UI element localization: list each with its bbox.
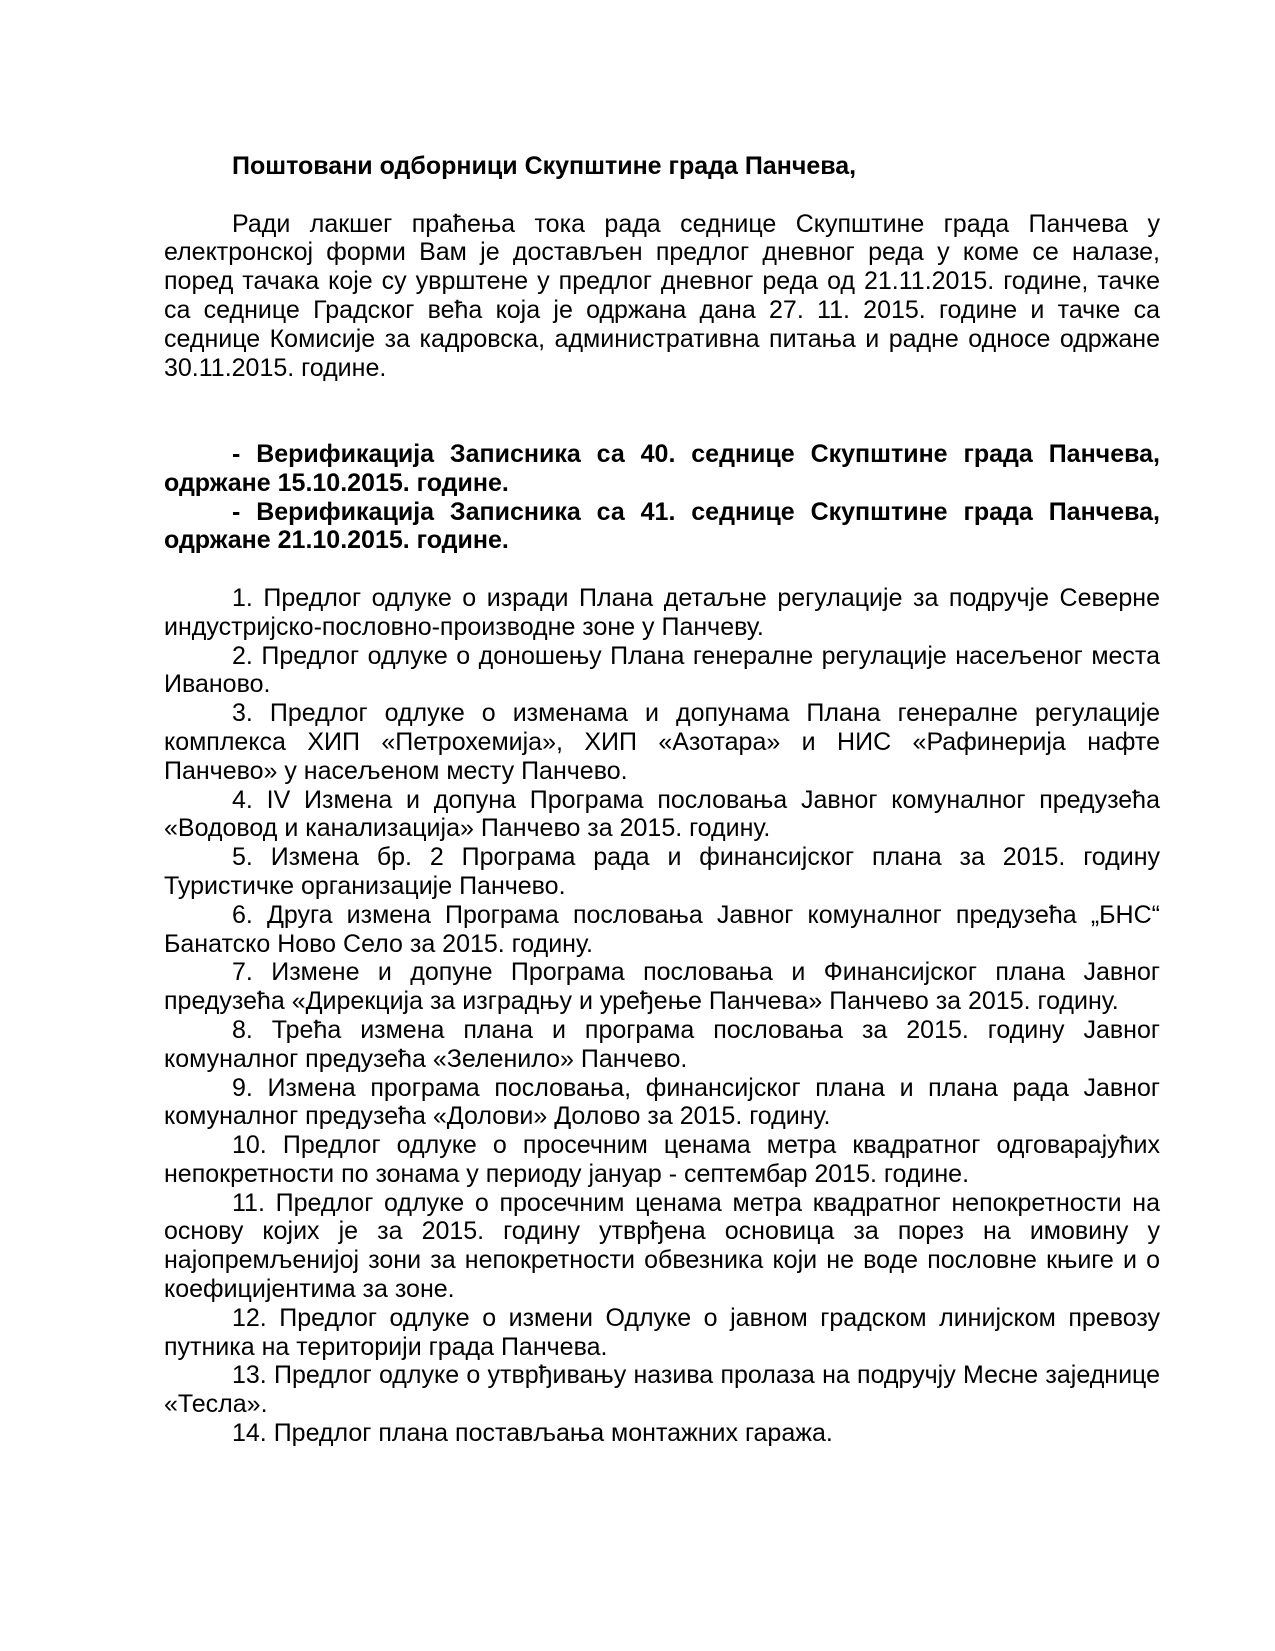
agenda-item-12: 12. Предлог одлуке о измени Одлуке о јавном градском линијском превозу путника на територији града Панчева. — [164, 1303, 1160, 1361]
document-heading: Поштовани одборници Скупштине града Панчева, — [232, 152, 857, 180]
agenda-item-14: 14. Предлог плана постављања монтажних гаража. — [232, 1419, 833, 1448]
intro-paragraph: Ради лакшег праћења тока рада седнице Скупштине града Панчева у електронској форми Вам је достављен предлог дневног реда у коме се налазе, поред тачака које су уврштене у предлог дневног реда од 21.11.2015. године, тачке са седнице Градског већа која је одржана дана 27. 11. 2015. године и тачке са седнице Комисије за кадровска, административна питања и радне односе одржане 30.11.2015. године. — [164, 209, 1160, 382]
verification-item-40th-session: - Верификација Записника са 40. седнице Скупштине града Панчева, одржане 15.10.2015. године. — [164, 439, 1160, 497]
verification-block — [164, 440, 1160, 555]
agenda-item-4: 4. IV Измена и допуна Програма пословања Јавног комуналног предузећа «Водовод и канализација» Панчево за 2015. годину. — [164, 785, 1160, 843]
agenda-item-11: 11. Предлог одлуке о просечним ценама метра квадратног непокретности на основу којих је за 2015. годину утврђена основица за порез на имовину у најопремљенијој зони за непокретности обвезника који не воде пословне књиге и о коефицијентима за зоне. — [164, 1188, 1160, 1304]
agenda-item-6: 6. Друга измена Програма пословања Јавног комуналног предузећа „БНС“ Банатско Ново Село за 2015. годину. — [164, 900, 1160, 958]
agenda-item-7: 7. Измене и допуне Програма пословања и Финансијског плана Јавног предузећа «Дирекција за изградњу и уређење Панчева» Панчево за 2015. годину. — [164, 958, 1160, 1016]
agenda-item-1: 1. Предлог одлуке о изради Плана детаљне регулације за подручје Северне индустријско-пословно-производне зоне у Панчеву. — [164, 583, 1160, 641]
agenda-item-10: 10. Предлог одлуке о просечним ценама метра квадратног одговарајућих непокретности по зонама у периоду јануар - септембар 2015. године. — [164, 1131, 1160, 1188]
agenda-item-8: 8. Трећа измена плана и програма пословања за 2015. годину Јавног комуналног предузећа «Зеленило» Панчево. — [164, 1015, 1160, 1073]
agenda-item-13: 13. Предлог одлуке о утврђивању назива пролаза на подручју Месне заједнице «Тесла». — [164, 1361, 1160, 1419]
verification-item-41st-session: - Верификација Записника са 41. седнице Скупштине града Панчева, одржане 21.10.2015. године. — [164, 497, 1160, 555]
agenda-list — [164, 584, 1160, 1448]
agenda-item-2: 2. Предлог одлуке о доношењу Плана генералне регулације насељеног места Иваново. — [164, 641, 1160, 699]
agenda-item-3: 3. Предлог одлуке о изменама и допунама Плана генералне регулације комплекса ХИП «Петрохемија», ХИП «Азотара» и НИС «Рафинерија нафте Панчево» у насељеном месту Панчево. — [164, 699, 1160, 785]
agenda-item-9: 9. Измена програма пословања, финансијског плана и плана рада Јавног комуналног предузећа «Долови» Долово за 2015. годину. — [164, 1073, 1160, 1131]
agenda-item-5: 5. Измена бр. 2 Програма рада и финансијског плана за 2015. годину Туристичке организације Панчево. — [164, 843, 1160, 900]
